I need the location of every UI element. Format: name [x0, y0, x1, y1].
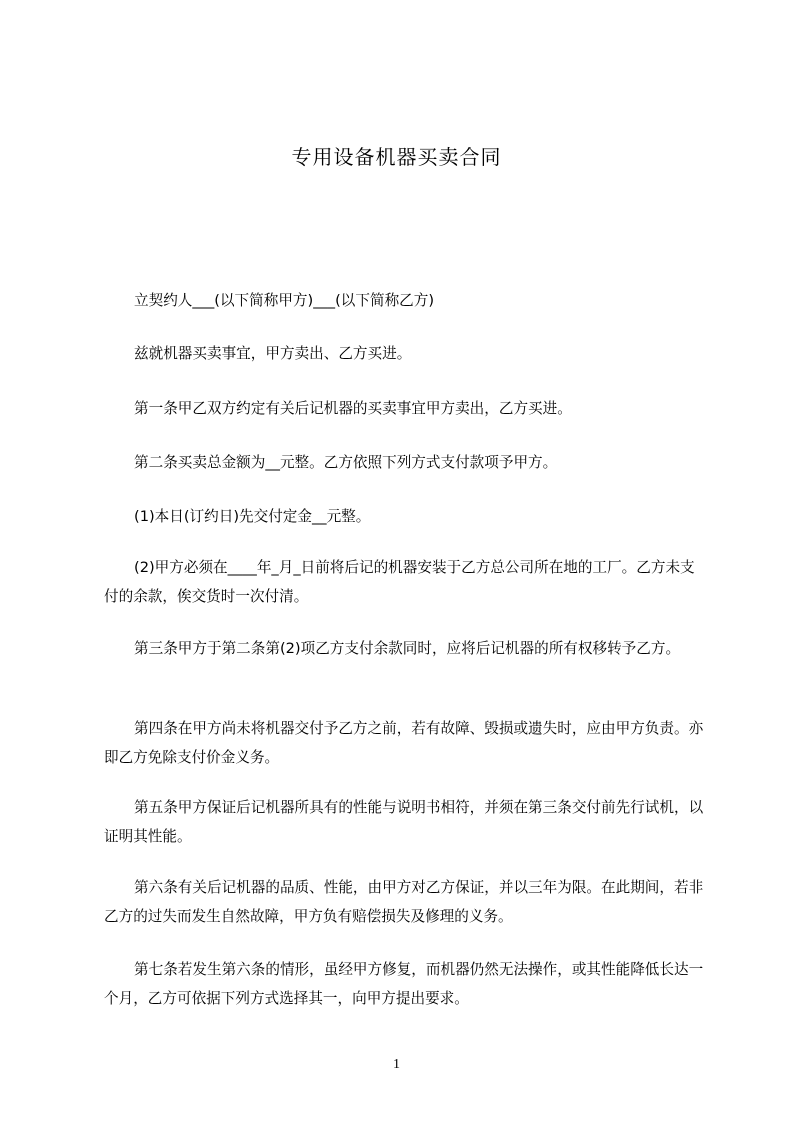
paragraph-article-7: 第七条若发生第六条的情形，虽经甲方修复，而机器仍然无法操作，或其性能降低长达一个月，乙方可依据下列方式选择其一，向甲方提出要求。	[104, 961, 704, 1007]
document-title: 专用设备机器买卖合同	[291, 145, 502, 169]
paragraph-article-2: 第二条买卖总金额为__元整。乙方依照下列方式支付款项予甲方。	[134, 454, 558, 471]
paragraph-article-3: 第三条甲方于第二条第(2)项乙方支付余款同时，应将后记机器的所有权移转予乙方。	[134, 640, 681, 657]
paragraph-article-4: 第四条在甲方尚未将机器交付予乙方之前，若有故障、毁损或遗失时，应由甲方负责。亦即乙方免除支付价金义务。	[104, 720, 704, 766]
paragraph-article-6: 第六条有关后记机器的品质、性能，由甲方对乙方保证，并以三年为限。在此期间，若非乙方的过失而发生自然故障，甲方负有赔偿损失及修理的义务。	[104, 879, 704, 925]
paragraph-article-2-item-2: (2)甲方必须在____年_月_日前将后记的机器安装于乙方总公司所在地的工厂。乙方未支付的余款，俟交货时一次付清。	[104, 559, 695, 605]
paragraph-article-1: 第一条甲乙双方约定有关后记机器的买卖事宜甲方卖出，乙方买进。	[134, 400, 572, 417]
paragraph-article-2-item-1: (1)本日(订约日)先交付定金__元整。	[134, 508, 371, 525]
paragraph-parties: 立契约人___(以下简称甲方)___(以下简称乙方)	[134, 292, 435, 309]
page-number: 1	[393, 1057, 400, 1072]
paragraph-article-5: 第五条甲方保证后记机器所具有的性能与说明书相符，并须在第三条交付前先行试机，以证明其性能。	[104, 799, 704, 845]
paragraph-intro: 兹就机器买卖事宜，甲方卖出、乙方买进。	[134, 345, 412, 362]
